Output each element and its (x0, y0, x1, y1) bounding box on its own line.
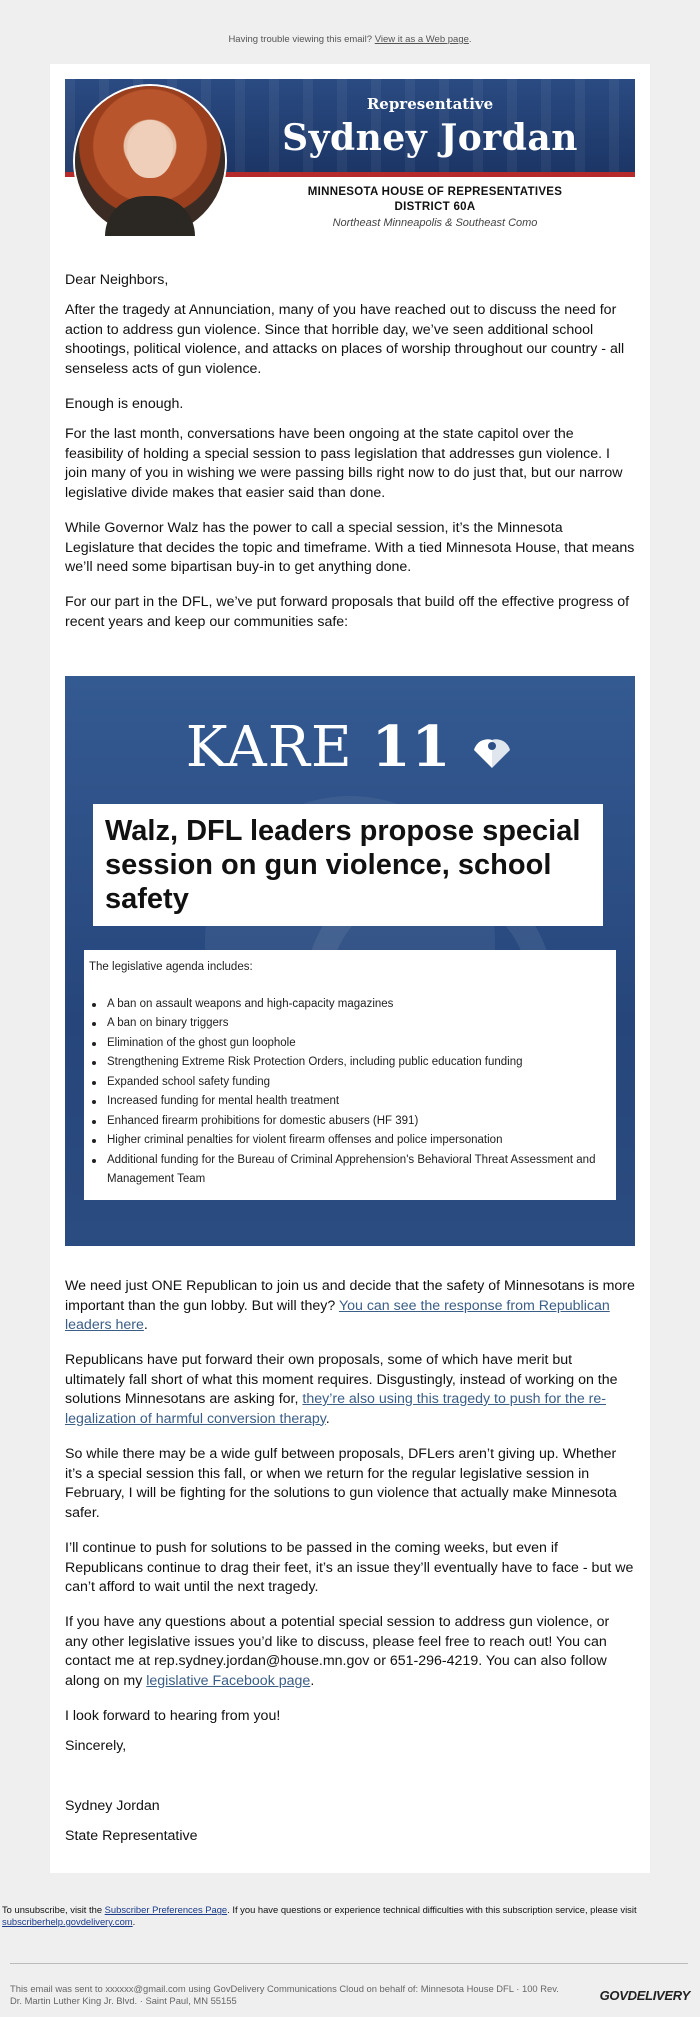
email-card (50, 64, 650, 1873)
peacock-icon (470, 734, 514, 770)
agenda-heading: The legislative agenda includes: (89, 961, 253, 973)
paragraph-1: After the tragedy at Annunciation, many of you have reached out to discuss the need for action to address gun violence. Since that horrible day, we’ve seen additional school shootings, political violence, and attacks on places of worship throughout our country - all senseless acts of gun violence. (65, 302, 625, 377)
district-label: DISTRICT 60A (394, 201, 476, 213)
view-web-page-link[interactable]: View it as a Web page (374, 34, 469, 45)
govdelivery-logo: GOVDELIVERY (599, 1988, 690, 2003)
agenda-item: A ban on binary triggers (101, 1014, 611, 1034)
agenda-item: Elimination of the ghost gun loophole (101, 1034, 611, 1054)
paragraph-2: Enough is enough. (65, 396, 184, 412)
paragraph-6: We need just ONE Republican to join us and decide that the safety of Minnesotans is more important than the gun lobby. But will they? You can see the response from Republican leaders here. (65, 1278, 635, 1333)
sent-notice: This email was sent to xxxxxx@gmail.com using GovDelivery Communications Cloud on behalf of: Minnesota House DFL · 100 Rev. Dr. Martin Luther King Jr. Blvd. · Saint Paul, MN 55155 (10, 1983, 559, 2006)
agenda-item: Enhanced firearm prohibitions for domestic abusers (HF 391) (101, 1112, 611, 1132)
kare11-news-graphic (65, 676, 635, 1246)
house-name: MINNESOTA HOUSE OF REPRESENTATIVES (307, 186, 563, 198)
view-online-bar: Having trouble viewing this email? View it as a Web page. (228, 34, 472, 45)
agenda-item: Strengthening Extreme Risk Protection Orders, including public education funding (101, 1053, 611, 1073)
agenda-item: Expanded school safety funding (101, 1073, 611, 1093)
footer-divider (10, 1963, 688, 1964)
kare11-logo (65, 714, 635, 780)
paragraph-9: I’ll continue to push for solutions to be passed in the coming weeks, but even if Republicans continue to drag their feet, it’s an issue they’ll eventually have to face - but we can’t afford to wait until the next tragedy. (65, 1540, 634, 1595)
paragraph-5: For our part in the DFL, we’ve put forward proposals that build off the effective progress of recent years and keep our communities safe: (65, 594, 630, 630)
kare-logo-text: KARE (185, 715, 353, 780)
signature-name: Sydney Jordan (65, 1798, 160, 1814)
sign-off: Sincerely, (65, 1738, 127, 1754)
trouble-viewing-text: Having trouble viewing this email? (228, 34, 373, 45)
avatar-shirt (105, 196, 195, 236)
paragraph-4: While Governor Walz has the power to call a special session, it’s the Minnesota Legislature that decides the topic and timeframe. With a tied Minnesota House, that means we’ll need some bipartisan buy-in to get anything done. (65, 520, 635, 575)
republican-response-link[interactable]: You can see the response from Republican leaders here (65, 1297, 610, 1333)
paragraph-3: For the last month, conversations have been ongoing at the state capitol over the feasibility of holding a special session to pass legislation that addresses gun violence. I join many of you in wishing we were passing bills right now to do just that, but our narrow legislative divide makes that easier said than done. (65, 426, 623, 501)
paragraph-10: If you have any questions about a potential special session to address gun violence, or any other legislative issues you’d like to discuss, please feel free to reach out! You can contact me at rep.sydney.jordan@house.mn.gov or 651-296-4219. You can also follow along on my legislative Facebook page. (65, 1614, 610, 1689)
paragraph-11: I look forward to hearing from you! (65, 1708, 281, 1724)
graphic-headline: Walz, DFL leaders propose special session on gun violence, school safety (93, 804, 603, 926)
subscriber-preferences-link[interactable]: Subscriber Preferences Page (104, 1904, 228, 1915)
subscriber-help-link[interactable]: subscriberhelp.govdelivery.com (2, 1916, 133, 1927)
paragraph-7: Republicans have put forward their own proposals, some of which have merit but ultimately fall short of what this moment requires. Disgustingly, instead of working on the solutions Minnesotans are asking for, they’re also using this tragedy to push for the re-legalization of harmful conversion therapy. (65, 1352, 618, 1427)
agenda-item: Additional funding for the Bureau of Criminal Apprehension's Behavioral Threat Assessment and Management Team (101, 1151, 611, 1190)
unsubscribe-footer: To unsubscribe, visit the Subscriber Preferences Page. If you have questions or experience technical difficulties with this subscription service, please visit subscriberhelp.govdelivery.com. (2, 1904, 637, 1927)
agenda-item: Increased funding for mental health treatment (101, 1092, 611, 1112)
avatar (75, 86, 225, 236)
header-title-name: Sydney Jordan (282, 117, 578, 159)
greeting: Dear Neighbors, (65, 272, 169, 288)
agenda-box (84, 950, 616, 1200)
district-area: Northeast Minneapolis & Southeast Como (332, 217, 538, 229)
avatar-face (127, 120, 173, 178)
agenda-item: Higher criminal penalties for violent firearm offenses and police impersonation (101, 1131, 611, 1151)
signature-title: State Representative (65, 1828, 198, 1844)
paragraph-8: So while there may be a wide gulf between proposals, DFLers aren’t giving up. Whether it’s a special session this fall, or when we return for the regular legislative session in February, I will be fighting for the solutions to gun violence that actually make Minnesota safer. (65, 1446, 617, 1521)
kare-logo-number: 11 (371, 714, 452, 780)
header-title-line1: Representative (366, 95, 494, 113)
facebook-page-link[interactable]: legislative Facebook page (146, 1672, 311, 1689)
conversion-therapy-link[interactable]: they’re also using this tragedy to push for the re-legalization of harmful conversion therapy (65, 1391, 607, 1427)
agenda-item: A ban on assault weapons and high-capacity magazines (101, 995, 611, 1015)
agenda-list (89, 995, 611, 1190)
